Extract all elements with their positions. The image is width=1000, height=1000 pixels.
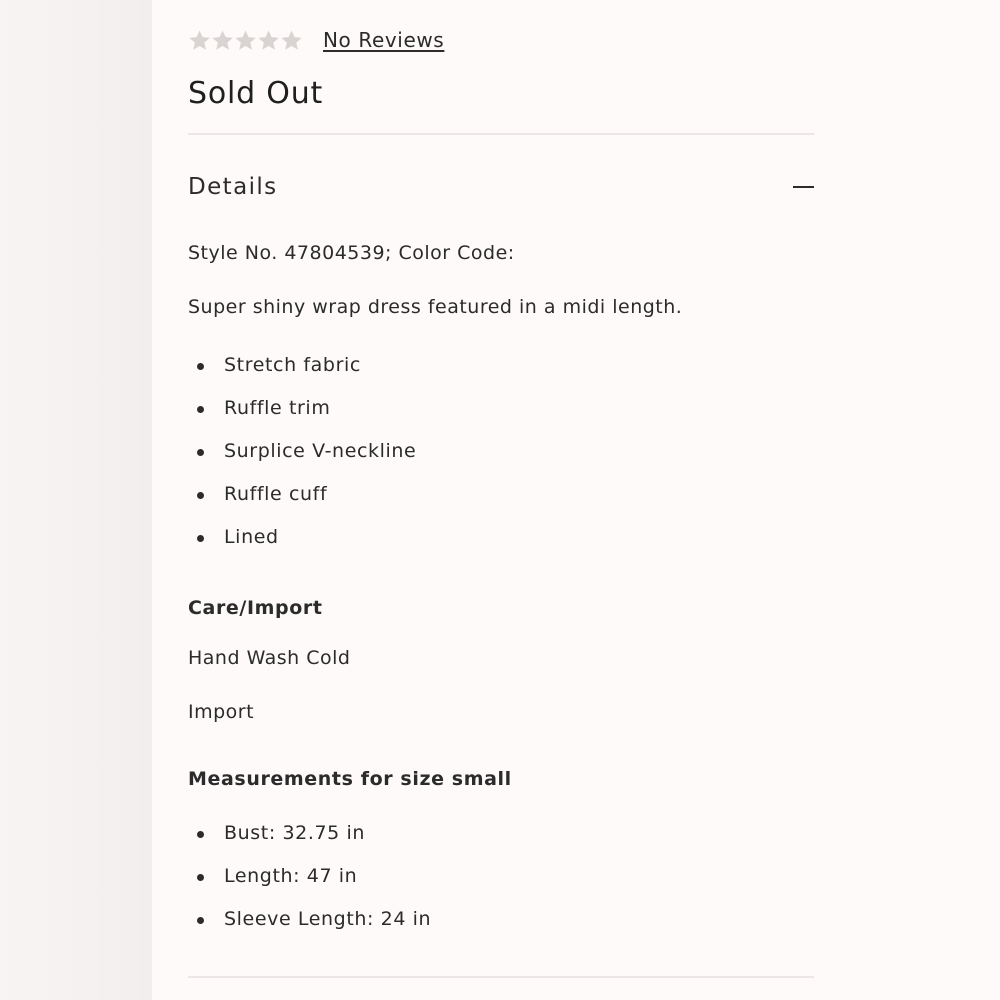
feature-text: Surplice V-neckline: [224, 440, 417, 462]
star-rating: [188, 29, 303, 52]
bullet-dot: [197, 363, 204, 370]
list-item: [188, 812, 431, 855]
details-title: Details: [188, 174, 278, 200]
list-item: [188, 344, 416, 387]
feature-text: Lined: [224, 526, 279, 548]
list-item: [188, 473, 416, 516]
measurement-text: Sleeve Length: 24 in: [224, 908, 432, 930]
feature-text: Ruffle trim: [224, 397, 331, 419]
feature-text: Stretch fabric: [224, 354, 361, 376]
measurements-heading: Measurements for size small: [188, 768, 512, 790]
divider: [188, 133, 814, 135]
feature-list: [188, 344, 416, 559]
measurement-text: Bust: 32.75 in: [224, 822, 366, 844]
divider: [188, 976, 814, 978]
details-accordion-header[interactable]: [188, 168, 814, 206]
bullet-dot: [197, 535, 204, 542]
list-item: [188, 387, 416, 430]
rating-row: [188, 24, 444, 56]
care-line: Hand Wash Cold: [188, 647, 351, 669]
style-number: Style No. 47804539; Color Code:: [188, 242, 515, 264]
minus-icon[interactable]: [792, 176, 814, 198]
product-info: [188, 0, 814, 1000]
star-icon: [188, 29, 211, 52]
bullet-dot: [197, 831, 204, 838]
sold-out-status: Sold Out: [188, 76, 324, 111]
care-line: Import: [188, 701, 255, 723]
list-item: [188, 898, 431, 941]
bullet-dot: [197, 917, 204, 924]
no-reviews-link[interactable]: No Reviews: [323, 28, 445, 52]
star-icon: [211, 29, 234, 52]
bullet-dot: [197, 449, 204, 456]
bullet-dot: [197, 492, 204, 499]
care-heading: Care/Import: [188, 597, 323, 619]
star-icon: [257, 29, 280, 52]
bullet-dot: [197, 406, 204, 413]
product-description: Super shiny wrap dress featured in a midi length.: [188, 296, 683, 318]
background-left-strip: [0, 0, 152, 1000]
measurement-text: Length: 47 in: [224, 865, 358, 887]
list-item: [188, 516, 416, 559]
star-icon: [234, 29, 257, 52]
measurements-list: [188, 812, 431, 941]
feature-text: Ruffle cuff: [224, 483, 328, 505]
bullet-dot: [197, 874, 204, 881]
list-item: [188, 855, 431, 898]
list-item: [188, 430, 416, 473]
star-icon: [280, 29, 303, 52]
